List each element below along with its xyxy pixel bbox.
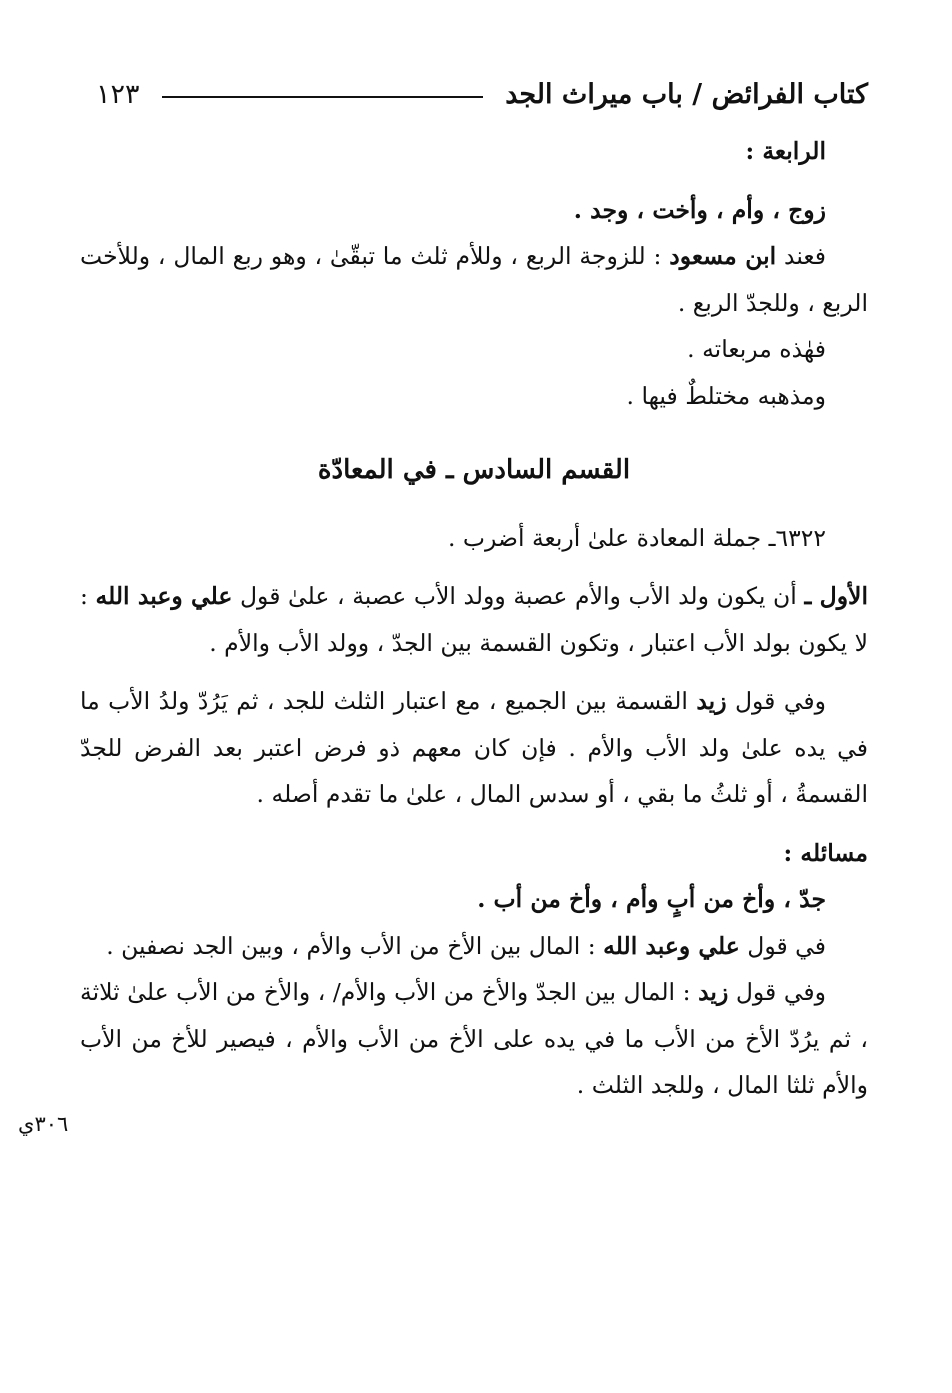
scholar-name: علي وعبد الله: [603, 931, 740, 960]
page-header: [96, 72, 868, 116]
case-members: زوج ، وأم ، وأخت ، وجد .: [573, 195, 826, 224]
paragraph-text: : لا يكون بولد الأب اعتبار ، وتكون القسمة بين الجدّ ، وولد الأب والأم .: [80, 582, 868, 657]
ruling-text: : للزوجة الربع ، وللأم ثلث ما تبقّىٰ ، وهو ربع المال ، وللأخت الربع ، وللجدّ الربع .: [80, 242, 868, 317]
zayd-ruling: [80, 969, 868, 1109]
paragraph-text: أن يكون ولد الأب والأم عصبة وولد الأب عصبة ، علىٰ قول: [232, 582, 805, 611]
paragraph-text: : المال بين الأخ من الأب والأم ، وبين الجد نصفين .: [106, 931, 604, 960]
case-members: جدّ ، وأخ من أبٍ وأم ، وأخ من أب .: [477, 885, 826, 914]
first-type-paragraph: [80, 573, 868, 666]
case-label: الرابعة :: [745, 137, 826, 165]
header-rule: [162, 96, 484, 98]
paragraph-text: في قول: [739, 931, 826, 960]
scholar-name: زيد: [698, 978, 729, 1007]
paragraph-text: : المال بين الجدّ والأخ من الأب والأم/ ، والأخ من الأب علىٰ ثلاثة ، ثم يرُدّ الأخ من الأب ما في يده على الأخ من الأب والأم ، فيصير للأخ من الأب والأم ثلثا المال ، وللجد الثلث .: [80, 978, 868, 1100]
ali-abdullah-ruling: [80, 923, 868, 970]
ibn-masud-ruling: [80, 233, 868, 326]
section-heading: القسم السادس ـ في المعادّة: [317, 455, 631, 486]
zayd-opinion-paragraph: [80, 678, 868, 818]
numbered-paragraph: ٦٣٢٢ـ جملة المعادة علىٰ أربعة أضرب .: [447, 523, 826, 552]
summary-line: ومذهبه مختلطٌ فيها .: [626, 381, 826, 410]
scholar-name: ابن مسعود: [669, 242, 777, 271]
type-label: الأول ـ: [804, 582, 868, 611]
scholar-name: زيد: [696, 687, 727, 716]
paragraph-text: القسمة بين الجميع ، مع اعتبار الثلث للجد ، ثم يَرُدّ ولدُ الأب ما في يده علىٰ ولد الأب والأم . فإن كان معهم ذو فرض اعتبر بعد الفرض للجدّ القسمةُ ، أو ثلثُ ما بقي ، أو سدس المال ، علىٰ ما تقدم أصله .: [80, 687, 868, 809]
paragraph-text: وفي قول: [726, 687, 826, 716]
page-number: ١٢٣: [96, 78, 140, 110]
issues-label: مسائله :: [783, 838, 868, 867]
margin-reference: ٣٠٦ي: [18, 1112, 69, 1136]
scholar-name: علي وعبد الله: [95, 582, 233, 611]
ruling-prefix: فعند: [776, 242, 827, 271]
summary-line: فهٰذه مربعاته .: [687, 335, 826, 364]
paragraph-text: وفي قول: [728, 978, 826, 1007]
running-title: كتاب الفرائض / باب ميراث الجد: [505, 78, 868, 110]
page-body: [80, 128, 868, 1109]
